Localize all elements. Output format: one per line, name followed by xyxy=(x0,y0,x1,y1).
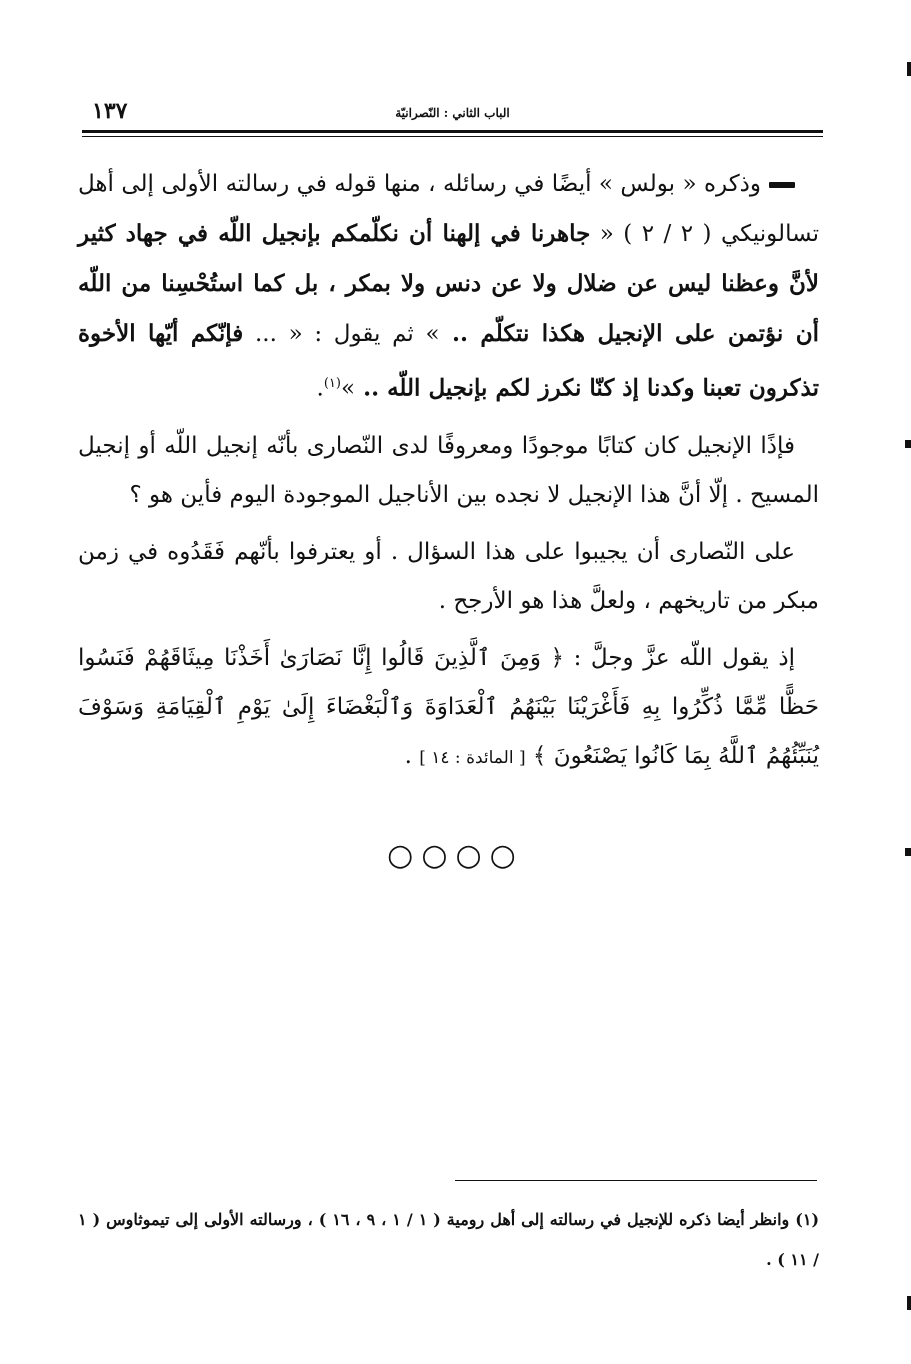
header-rule-thick xyxy=(82,130,823,133)
footnote-rule xyxy=(455,1180,817,1181)
paragraph-1 xyxy=(78,160,819,414)
verse-reference: [ المائدة : ١٤ ] xyxy=(419,747,526,768)
p4-close: ﴾ xyxy=(525,742,554,769)
footnote: (١) وانظر أيضا ذكره للإنجيل في رسالته إلى أهل رومية ( ١ / ١ ، ٩ ، ١٦ ) ، ورسالته الأولى إلى تيموثاوس ( ١ / ١١ ) . xyxy=(78,1210,820,1269)
paragraph-2: فإذًا الإنجيل كان كتابًا موجودًا ومعروفًا لدى النّصارى بأنّه إنجيل اللّه أو إنجيل المسيح . إلّا أنَّ هذا الإنجيل لا نجده بين الأناجيل الموجودة اليوم فأين هو ؟ xyxy=(78,432,819,508)
section-separator: ○○○○ xyxy=(387,838,524,873)
quran-verse: وَمِنَ ٱلَّذِينَ قَالُوا إِنَّا نَصَارَىٰ أَخَذْنَا مِيثَاقَهُمْ فَنَسُوا حَظًّا مِّمَّا ذُكِّرُوا بِهِ فَأَغْرَيْنَا بَيْنَهُمُ ٱلْعَدَاوَةَ وَٱلْبَغْضَاءَ إِلَىٰ يَوْمِ ٱلْقِيَامَةِ وَسَوْفَ يُنَبِّئُهُمُ ٱللَّهُ بِمَا كَانُوا يَصْنَعُونَ xyxy=(78,644,819,769)
edge-mark-mid xyxy=(905,440,911,448)
main-text xyxy=(78,160,819,791)
p1-text-4: . xyxy=(316,375,324,402)
edge-mark-bottom xyxy=(907,1296,911,1310)
footnote-marker: (١) xyxy=(323,376,341,391)
p1-text-1: وذكره « بولس » أيضًا في رسائله ، منها قوله في رسالته الأولى إلى أهل تسالونيكي ( ٢ / ٢ ) « xyxy=(78,171,819,247)
p4-intro: إذ يقول اللّه عزَّ وجلَّ : ﴿ xyxy=(540,644,795,671)
page-header xyxy=(82,98,823,132)
edge-mark-top xyxy=(907,62,911,76)
page-number: ١٣٧ xyxy=(92,98,128,124)
running-title: الباب الثاني : النّصرانيّة xyxy=(395,106,510,120)
p1-quote-1: جاهرنا في إلهنا أن نكلّمكم بإنجيل اللّه في جهاد كثير لأنَّ وعظنا ليس عن ضلال ولا عن دنس ولا بمكر ، بل كما استُحْسِنا من اللّه أن نؤتمن على الإنجيل هكذا نتكلّم .. xyxy=(78,220,820,347)
header-rule-thin xyxy=(82,136,823,137)
edge-mark-low xyxy=(905,848,911,856)
p1-quote-2: فإنّكم أيّها الأخوة تذكرون تعبنا وكدنا إذ كنّا نكرز لكم بإنجيل اللّه .. xyxy=(78,320,819,402)
paragraph-3: على النّصارى أن يجيبوا على هذا السؤال . أو يعترفوا بأنّهم فَقَدُوه في زمن مبكر من تاريخهم ، ولعلَّ هذا هو الأرجح . xyxy=(78,538,819,614)
p1-text-3: » xyxy=(340,375,356,402)
paragraph-ornament-icon xyxy=(769,182,795,188)
p1-text-2: » ثم يقول : « ... xyxy=(243,321,440,347)
paragraph-4 xyxy=(78,634,819,783)
p4-end: . xyxy=(404,742,420,769)
